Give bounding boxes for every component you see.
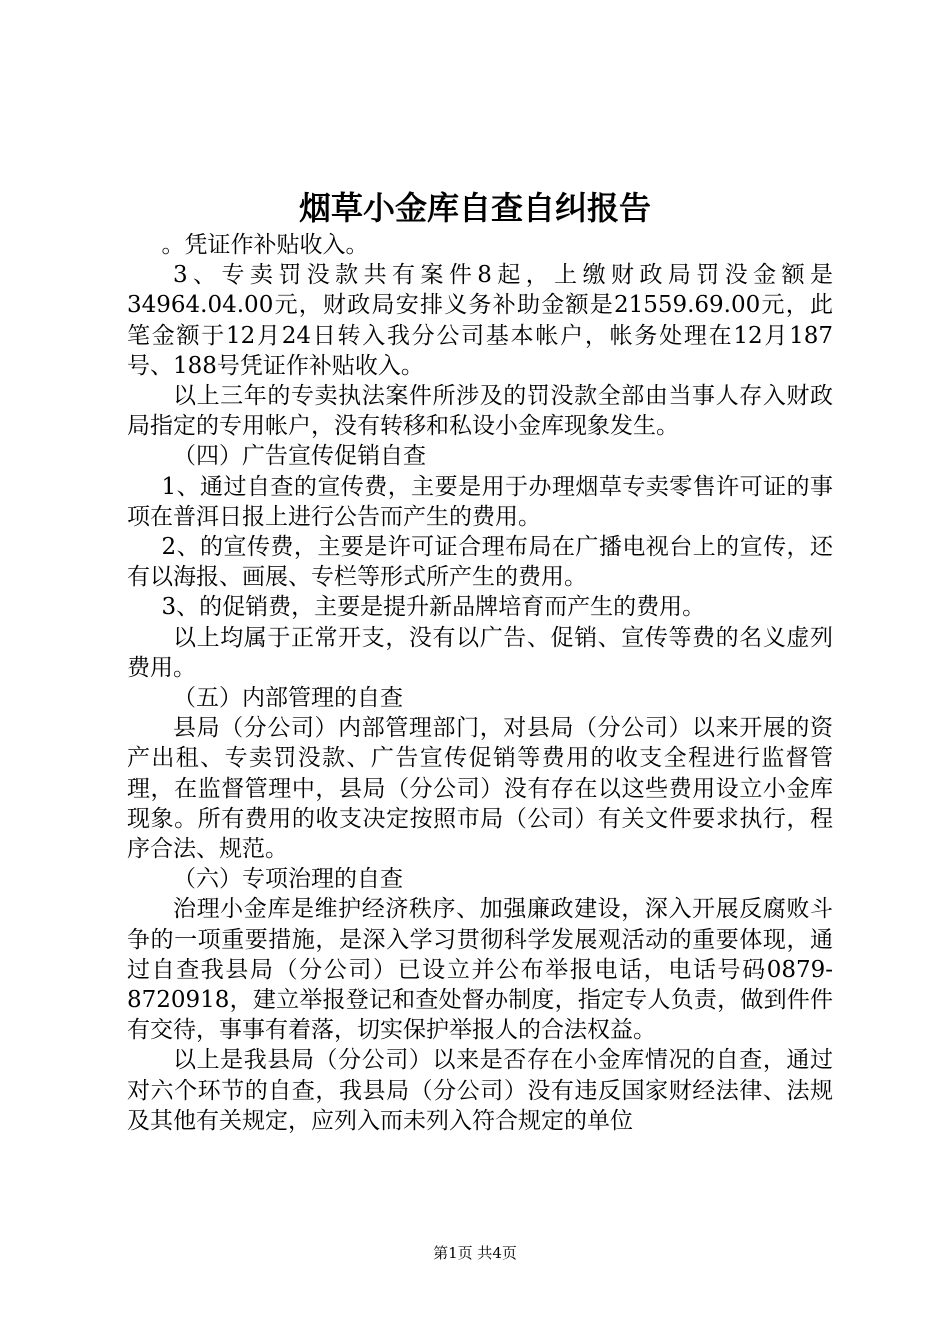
paragraph: 2、的宣传费，主要是许可证合理布局在广播电视台上的宣传，还有以海报、画展、专栏等形式所产生的费用。: [127, 534, 833, 591]
paragraph: 1、通过自查的宣传费，主要是用于办理烟草专卖零售许可证的事项在普洱日报上进行公告而产生的费用。: [127, 473, 833, 530]
paragraph: （六）专项治理的自查: [173, 866, 403, 893]
page-footer: 第1页 共4页: [433, 1244, 517, 1262]
paragraph: 治理小金库是维护经济秩序、加强廉政建设，深入开展反腐败斗争的一项重要措施，是深入学习贯彻科学发展观活动的重要体现，通过自查我县局（分公司）已设立并公布举报电话，电话号码0879-8720918，建立举报登记和查处督办制度，指定专人负责，做到件件有交待，事事有着落，切实保护举报人的合法权益。: [127, 896, 833, 1044]
paragraph: 3、专卖罚没款共有案件8起，上缴财政局罚没金额是34964.04.00元，财政局安排义务补助金额是21559.69.00元，此笔金额于12月24日转入我分公司基本帐户，帐务处理在12月187号、188号凭证作补贴收入。: [127, 262, 833, 379]
paragraph: 3、的促销费，主要是提升新品牌培育而产生的费用。: [161, 594, 706, 621]
paragraph: 以上均属于正常开支，没有以广告、促销、宣传等费的名义虚列费用。: [127, 624, 833, 681]
paragraph: 以上三年的专卖执法案件所涉及的罚没款全部由当事人存入财政局指定的专用帐户，没有转移和私设小金库现象发生。: [127, 383, 833, 440]
paragraph: 县局（分公司）内部管理部门，对县局（分公司）以来开展的资产出租、专卖罚没款、广告宣传促销等费用的收支全程进行监督管理，在监督管理中，县局（分公司）没有存在以这些费用设立小金库现象。所有费用的收支决定按照市局（公司）有关文件要求执行，程序合法、规范。: [127, 715, 833, 863]
paragraph: 。凭证作补贴收入。: [161, 232, 369, 258]
paragraph: （四）广告宣传促销自查: [173, 443, 426, 470]
paragraph: 以上是我县局（分公司）以来是否存在小金库情况的自查，通过对六个环节的自查，我县局（分公司）没有违反国家财经法律、法规及其他有关规定，应列入而未列入符合规定的单位: [127, 1047, 833, 1134]
document-title: 烟草小金库自查自纠报告: [298, 189, 651, 227]
paragraph: （五）内部管理的自查: [173, 685, 403, 712]
document-body: [127, 230, 833, 1136]
